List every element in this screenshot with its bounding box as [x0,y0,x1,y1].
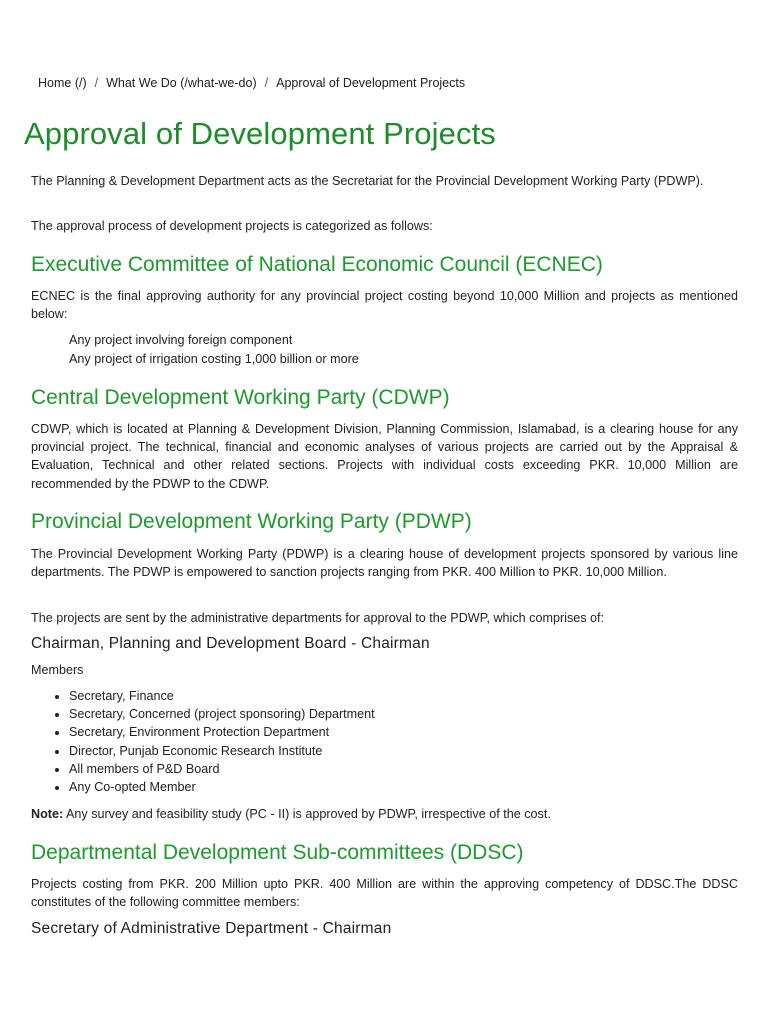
breadcrumb-current: Approval of Development Projects [276,76,466,90]
intro-paragraph: The Planning & Development Department acts as the Secretariat for the Provincial Development Working Party (PDWP). [31,174,704,188]
ecnec-list-wrap [31,331,738,369]
cdwp-section [31,385,738,411]
pdwp-body-2 [31,609,738,627]
pdwp-body [31,545,738,581]
ddsc-chairman: Secretary of Administrative Department - Chairman [31,920,392,937]
breadcrumb-separator: / [264,76,269,90]
ddsc-body [31,875,738,911]
cdwp-heading: Central Development Working Party (CDWP) [31,386,450,409]
list-item: • Secretary, Finance [69,687,738,705]
pdwp-paragraph-2: The projects are sent by the administrative departments for approval to the PDWP, which comprises of: [31,611,605,625]
list-item: • All members of P&D Board [69,760,738,778]
page-title: Approval of Development Projects [24,116,496,151]
intro-section-2 [31,217,738,235]
ecnec-body [31,287,738,323]
breadcrumb-separator: / [94,76,99,90]
pdwp-paragraph: The Provincial Development Working Party (PDWP) is a clearing house of development projects sponsored by various line departments. The PDWP is empowered to sanction projects ranging from PKR. 400 Million to PKR. 10,000 Million. [31,547,738,580]
members-list [31,687,738,796]
cdwp-body [31,420,738,493]
breadcrumb-what-we-do-link[interactable]: What We Do (/what-we-do) [106,76,257,90]
note [31,805,738,823]
list-item: • Any Co-opted Member [69,778,738,796]
ecnec-section [31,252,738,278]
cdwp-paragraph: CDWP, which is located at Planning & Development Division, Planning Commission, Islamabad, is a clearing house for any provincial project. The technical, financial and economic analyses of various projects are carried out by the Appraisal & Evaluation, Technical and other related sections. Projects with individual costs exceeding PKR. 10,000 Million are recommended by the PDWP to the CDWP. [31,422,738,491]
ddsc-chairman-wrap [31,919,738,939]
list-item: Any project of irrigation costing 1,000 billion or more [69,352,359,366]
ecnec-paragraph: ECNEC is the final approving authority for any provincial project costing beyond 10,000 Million and projects as mentioned below: [31,289,738,322]
breadcrumb [38,76,465,90]
list-item: Any project involving foreign component [69,333,293,347]
pdwp-chairman-wrap [31,634,738,654]
pdwp-members-wrap [31,687,738,796]
pdwp-section [31,509,738,535]
ddsc-heading: Departmental Development Sub-committees (DDSC) [31,841,524,864]
list-item: • Secretary, Environment Protection Department [69,723,738,741]
intro-paragraph-2: The approval process of development projects is categorized as follows: [31,219,433,233]
pdwp-members-label-wrap [31,661,738,679]
pdwp-heading: Provincial Development Working Party (PDWP) [31,510,472,533]
ddsc-section [31,840,738,866]
intro-section [31,172,738,190]
pdwp-note-wrap [31,805,738,823]
list-item: • Director, Punjab Economic Research Institute [69,742,738,760]
ddsc-paragraph: Projects costing from PKR. 200 Million upto PKR. 400 Million are within the approving competency of DDSC.The DDSC constitutes of the following committee members: [31,877,738,910]
ecnec-list [31,331,738,369]
ecnec-heading: Executive Committee of National Economic Council (ECNEC) [31,253,603,276]
pdwp-chairman: Chairman, Planning and Development Board - Chairman [31,635,430,652]
note-label: Note: [31,807,64,821]
note-text: Any survey and feasibility study (PC - II) is approved by PDWP, irrespective of the cost. [63,807,551,821]
list-item: • Secretary, Concerned (project sponsoring) Department [69,705,738,723]
breadcrumb-home-link[interactable]: Home (/) [38,76,87,90]
members-label: Members [31,663,84,677]
